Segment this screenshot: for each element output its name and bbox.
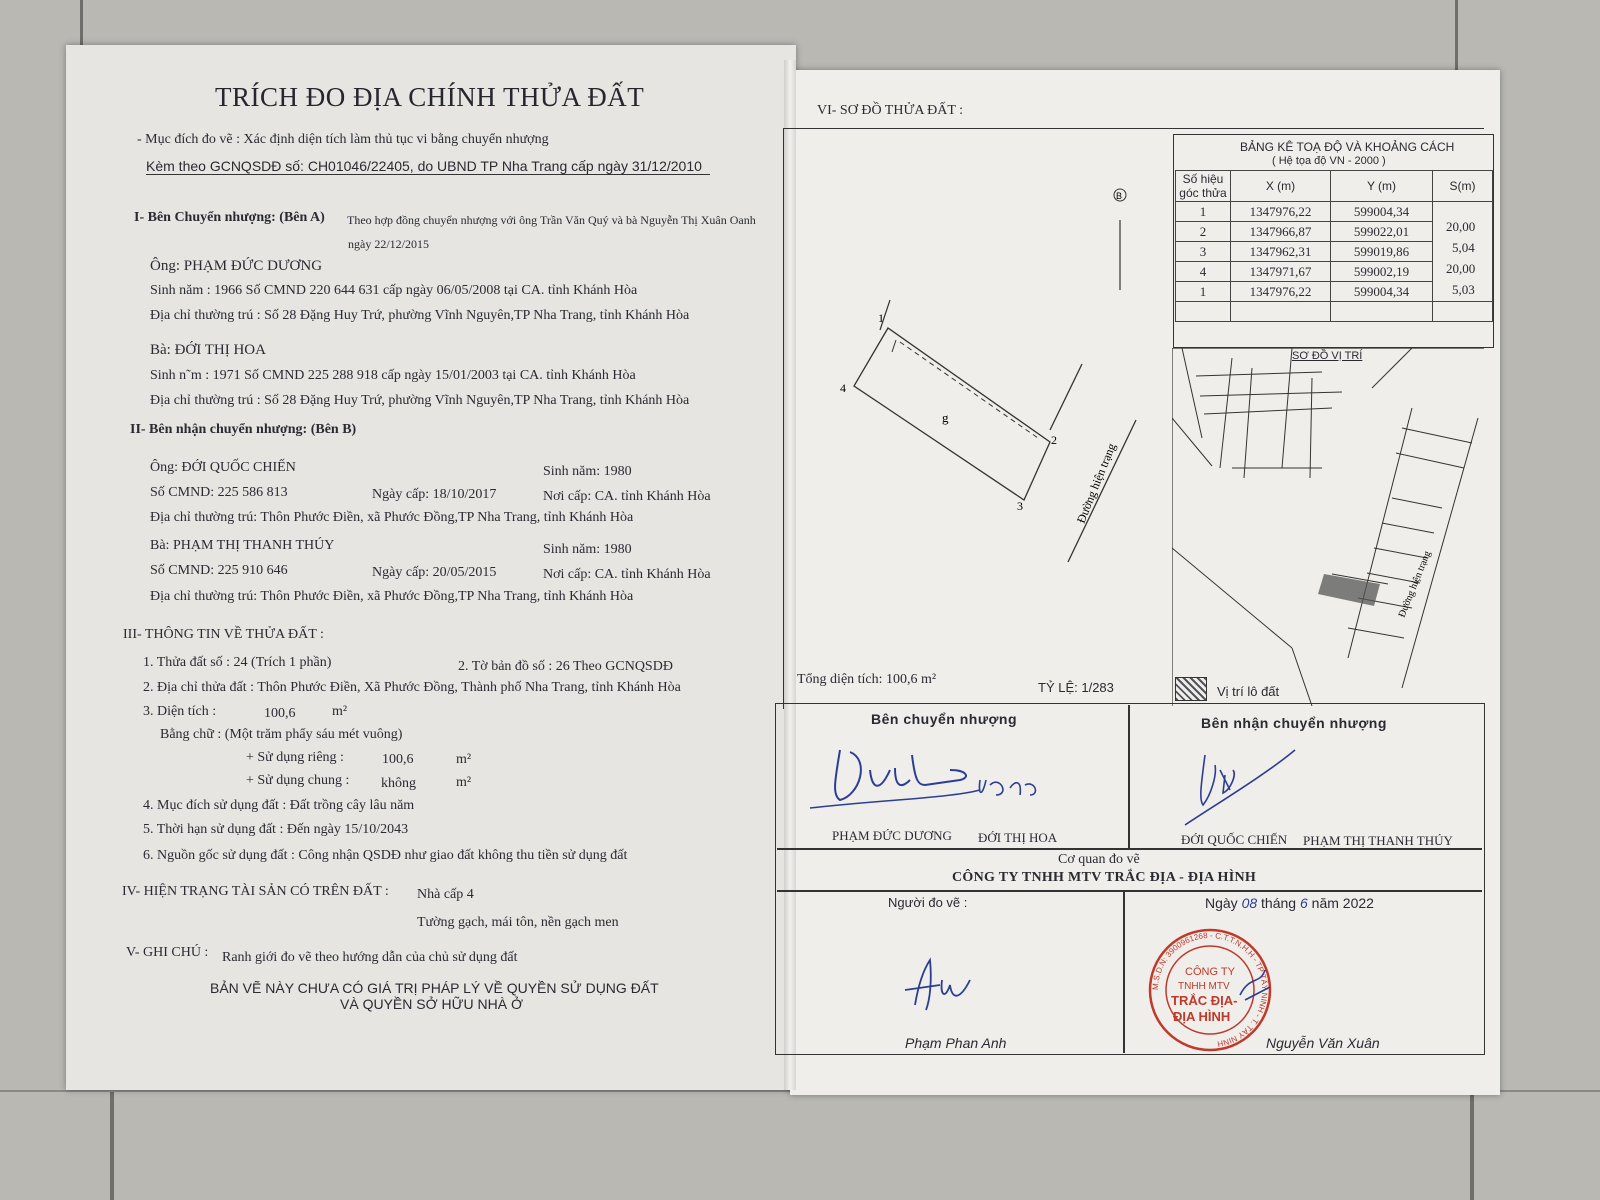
section-iii-heading: III- THÔNG TIN VỀ THỬA ĐẤT : <box>123 627 324 642</box>
seller-signatures <box>800 740 1090 820</box>
distance-value: 5,04 <box>1452 240 1475 255</box>
surveyor-label: Người đo vẽ : <box>888 895 968 910</box>
corner-id: 1 <box>1176 282 1231 302</box>
distance-value: 20,00 <box>1446 261 1476 276</box>
parcel-number: 1. Thửa đất số : 24 (Trích 1 phần) <box>143 655 332 670</box>
y-coordinate: 599019,86 <box>1331 242 1433 262</box>
buyer-signature <box>1175 745 1305 830</box>
total-area: Tổng diện tích: 100,6 m² <box>797 672 937 687</box>
north-label: B <box>1116 191 1123 201</box>
agency-divider-bottom <box>777 890 1482 892</box>
stamp-ring-text: M.S.D.N: 3900961268 - C.T.T.N.H.H - TP TÂY NINH - T. TÂY NINH <box>1150 930 1270 1049</box>
signature-divider <box>1128 705 1130 848</box>
x-coordinate: 1347976,22 <box>1231 202 1331 222</box>
x-coordinate: 1347976,22 <box>1231 282 1331 302</box>
date-day: 08 <box>1241 895 1258 911</box>
location-road-label: Đường hiện trạng <box>1396 549 1434 620</box>
coordinate-table-title: BẢNG KÊ TOẠ ĐỘ VÀ KHOẢNG CÁCH <box>1240 140 1455 154</box>
buyer-1-issue-date: Ngày cấp: 18/10/2017 <box>372 487 497 502</box>
agency-divider <box>777 848 1482 850</box>
disclaimer-line-1: BẢN VẼ NÀY CHƯA CÓ GIÁ TRỊ PHÁP LÝ VỀ QUYỀN SỬ DỤNG ĐẤT <box>210 980 659 996</box>
column-header: X (m) <box>1231 171 1331 202</box>
section-a-heading: I- Bên Chuyển nhượng: (Bên A) <box>134 210 325 225</box>
legend-swatch <box>1175 677 1207 701</box>
road-edge <box>1068 420 1136 562</box>
buyer-2-issue-date: Ngày cấp: 20/05/2015 <box>372 565 497 580</box>
column-header: S(m) <box>1433 171 1493 202</box>
corner-label: 3 <box>1017 499 1023 513</box>
seller-2-name: Bà: ĐỚI THỊ HOA <box>150 342 266 358</box>
surveyor-name: Phạm Phan Anh <box>905 1035 1007 1051</box>
certificate-reference: Kèm theo GCNQSDĐ số: CH01046/22405, do UBND TP Nha Trang cấp ngày 31/12/2010 <box>146 158 710 175</box>
parcel-address: 2. Địa chỉ thửa đất : Thôn Phước Điền, Xã Phước Đồng, Thành phố Nha Trang, tỉnh Khánh Hòa <box>143 680 681 695</box>
buyer-2-id: Số CMND: 225 910 646 <box>150 563 288 578</box>
seller-2-printed-name: ĐỚI THỊ HOA <box>978 830 1058 845</box>
lot-highlight <box>1318 574 1380 606</box>
disclaimer-line-2: VÀ QUYỀN SỞ HỮU NHÀ Ở <box>340 996 523 1012</box>
land-origin: 6. Nguồn gốc sử dụng đất : Công nhận QSDĐ như giao đất không thu tiền sử dụng đất <box>143 848 628 863</box>
document-title: TRÍCH ĐO ĐỊA CHÍNH THỬA ĐẤT <box>215 82 645 112</box>
x-coordinate: 1347966,87 <box>1231 222 1331 242</box>
y-coordinate: 599002,19 <box>1331 262 1433 282</box>
road-edge <box>1050 364 1082 430</box>
agency-name: CÔNG TY TNHH MTV TRẮC ĐỊA - ĐỊA HÌNH <box>952 870 1257 885</box>
section-iv-heading: IV- HIỆN TRẠNG TÀI SẢN CÓ TRÊN ĐẤT : <box>122 884 389 899</box>
lot-letter: g <box>942 410 949 425</box>
corner-id: 4 <box>1176 262 1231 282</box>
seller-1-birth: Sinh năm : 1966 Số CMND 220 644 631 cấp ngày 06/05/2008 tại CA. tỉnh Khánh Hòa <box>150 283 638 298</box>
buyer-2-address: Địa chỉ thường trú: Thôn Phước Điền, xã Phước Đồng,TP Nha Trang, tỉnh Khánh Hòa <box>150 589 634 604</box>
y-coordinate: 599004,34 <box>1331 202 1433 222</box>
column-header: Y (m) <box>1331 171 1433 202</box>
area-label: 3. Diện tích : <box>143 704 217 719</box>
building-outline <box>900 342 1038 438</box>
scale-label: TỶ LỆ: 1/283 <box>1038 680 1114 695</box>
asset-type: Nhà cấp 4 <box>417 887 474 902</box>
floor-tile-line <box>110 1088 114 1200</box>
corner-id: 3 <box>1176 242 1231 262</box>
stamp-line: TNHH MTV <box>1178 981 1230 992</box>
column-header: Số hiệu góc thửa <box>1176 171 1231 202</box>
section-b-heading: II- Bên nhận chuyển nhượng: (Bên B) <box>130 422 357 437</box>
floor-tile-line <box>1470 1095 1474 1200</box>
section-a-note: Theo hợp đồng chuyển nhượng với ông Trần Văn Quý và bà Nguyễn Thị Xuân Oanh <box>347 213 756 227</box>
company-stamp <box>1145 925 1275 1055</box>
y-coordinate: 599004,34 <box>1331 282 1433 302</box>
area-value: 100,6 <box>264 706 296 721</box>
map-sheet-number: 2. Tờ bản đồ số : 26 Theo GCNQSDĐ <box>458 659 673 674</box>
corner-id: 2 <box>1176 222 1231 242</box>
corner-id: 1 <box>1176 202 1231 222</box>
date-month: 6 <box>1299 895 1308 911</box>
date-prefix: Ngày <box>1205 895 1238 911</box>
parcel-diagram <box>830 170 1175 570</box>
buyer-2-printed-name: PHẠM THỊ THANH THÚY <box>1303 833 1453 848</box>
buyer-1-id: Số CMND: 225 586 813 <box>150 485 288 500</box>
location-sketch-title: SƠ ĐỒ VỊ TRÍ <box>1292 350 1363 362</box>
agency-label: Cơ quan đo vẽ <box>1058 852 1140 867</box>
x-coordinate: 1347962,31 <box>1231 242 1331 262</box>
road-label: Đường hiện trạng <box>1073 441 1119 526</box>
seller-1-printed-name: PHẠM ĐỨC DƯƠNG <box>832 828 952 843</box>
land-use-term: 5. Thời hạn sử dụng đất : Đến ngày 15/10/2043 <box>143 822 409 837</box>
x-coordinate: 1347971,67 <box>1231 262 1331 282</box>
distance-value: 20,00 <box>1446 219 1476 234</box>
land-use-purpose: 4. Mục đích sử dụng đất : Đất trồng cây lâu năm <box>143 798 415 813</box>
stamp-line: CÔNG TY <box>1185 966 1235 978</box>
seller-signature-title: Bên chuyển nhượng <box>871 711 1018 727</box>
section-a-note-date: ngày 22/12/2015 <box>348 237 429 251</box>
director-name: Nguyễn Văn Xuân <box>1266 1035 1380 1051</box>
buyer-signature-title: Bên nhận chuyển nhượng <box>1201 715 1387 731</box>
coordinate-table-subtitle: ( Hệ tọa độ VN - 2000 ) <box>1272 155 1386 167</box>
stamp-line: ĐỊA HÌNH <box>1173 1009 1231 1024</box>
surveyor-signature <box>900 955 980 1015</box>
shared-use-label: + Sử dụng chung : <box>246 773 350 788</box>
private-use-label: + Sử dụng riêng : <box>246 750 344 765</box>
seller-1-address: Địa chỉ thường trú : Số 28 Đặng Huy Trứ, phường Vĩnh Nguyên,TP Nha Trang, tỉnh Khánh Hòa <box>150 308 690 323</box>
corner-label: 1 <box>878 311 884 325</box>
corner-label: 2 <box>1051 433 1057 447</box>
floor-tile-line <box>1455 0 1458 75</box>
surveyor-divider <box>1123 891 1125 1053</box>
stamp-line: TRẮC ĐỊA- <box>1171 993 1238 1008</box>
buyer-2-year: Sinh năm: 1980 <box>543 542 632 557</box>
buyer-1-printed-name: ĐỚI QUỐC CHIẾN <box>1181 832 1288 847</box>
area-unit: m² <box>332 704 348 719</box>
area-in-words: Bằng chữ : (Một trăm phẩy sáu mét vuông) <box>160 727 403 742</box>
seller-2-birth: Sinh n˜m : 1971 Số CMND 225 288 918 cấp ngày 15/01/2003 tại CA. tỉnh Khánh Hòa <box>150 368 636 383</box>
corner-label: 4 <box>840 381 846 395</box>
private-use-value: 100,6 <box>382 752 414 767</box>
section-vi-heading: VI- SƠ ĐỒ THỬA ĐẤT : <box>817 103 964 118</box>
floor-tile-line <box>80 0 83 48</box>
y-coordinate: 599022,01 <box>1331 222 1433 242</box>
buyer-1-issue-place: Nơi cấp: CA. tỉnh Khánh Hòa <box>543 489 711 504</box>
note-value: Ranh giới đo vẽ theo hướng dẫn của chủ sử dụng đất <box>222 950 518 965</box>
seller-2-signature <box>979 780 1035 795</box>
location-sketch <box>1172 348 1484 706</box>
seller-2-address: Địa chỉ thường trú : Số 28 Đặng Huy Trứ, phường Vĩnh Nguyên,TP Nha Trang, tỉnh Khánh Hòa <box>150 393 690 408</box>
date-month-label: tháng <box>1261 895 1297 911</box>
buyer-1-address: Địa chỉ thường trú: Thôn Phước Điền, xã Phước Đồng,TP Nha Trang, tỉnh Khánh Hòa <box>150 510 634 525</box>
legend-label: Vị trí lô đất <box>1217 684 1280 699</box>
asset-description: Tường gạch, mái tôn, nền gạch men <box>417 915 619 930</box>
parcel-outline <box>854 328 1050 500</box>
buyer-1-year: Sinh năm: 1980 <box>543 464 632 479</box>
seller-1-signature <box>835 750 966 800</box>
seller-1-name: Ông: PHẠM ĐỨC DƯƠNG <box>150 258 323 274</box>
purpose-line: - Mục đích đo vẽ : Xác định diện tích làm thủ tục vi bằng chuyển nhượng <box>137 132 549 147</box>
shared-use-value: không <box>381 776 416 791</box>
buyer-2-name: Bà: PHẠM THỊ THANH THÚY <box>150 538 335 553</box>
buyer-1-name: Ông: ĐỚI QUỐC CHIẾN <box>150 460 296 475</box>
section-v-heading: V- GHI CHÚ : <box>126 945 209 960</box>
date-line <box>1205 895 1374 911</box>
distance-value: 5,03 <box>1452 282 1475 297</box>
buyer-2-issue-place: Nơi cấp: CA. tỉnh Khánh Hòa <box>543 567 711 582</box>
private-use-unit: m² <box>456 752 472 767</box>
date-year: năm 2022 <box>1311 895 1374 911</box>
shared-use-unit: m² <box>456 775 472 790</box>
table-frame <box>1173 134 1494 348</box>
